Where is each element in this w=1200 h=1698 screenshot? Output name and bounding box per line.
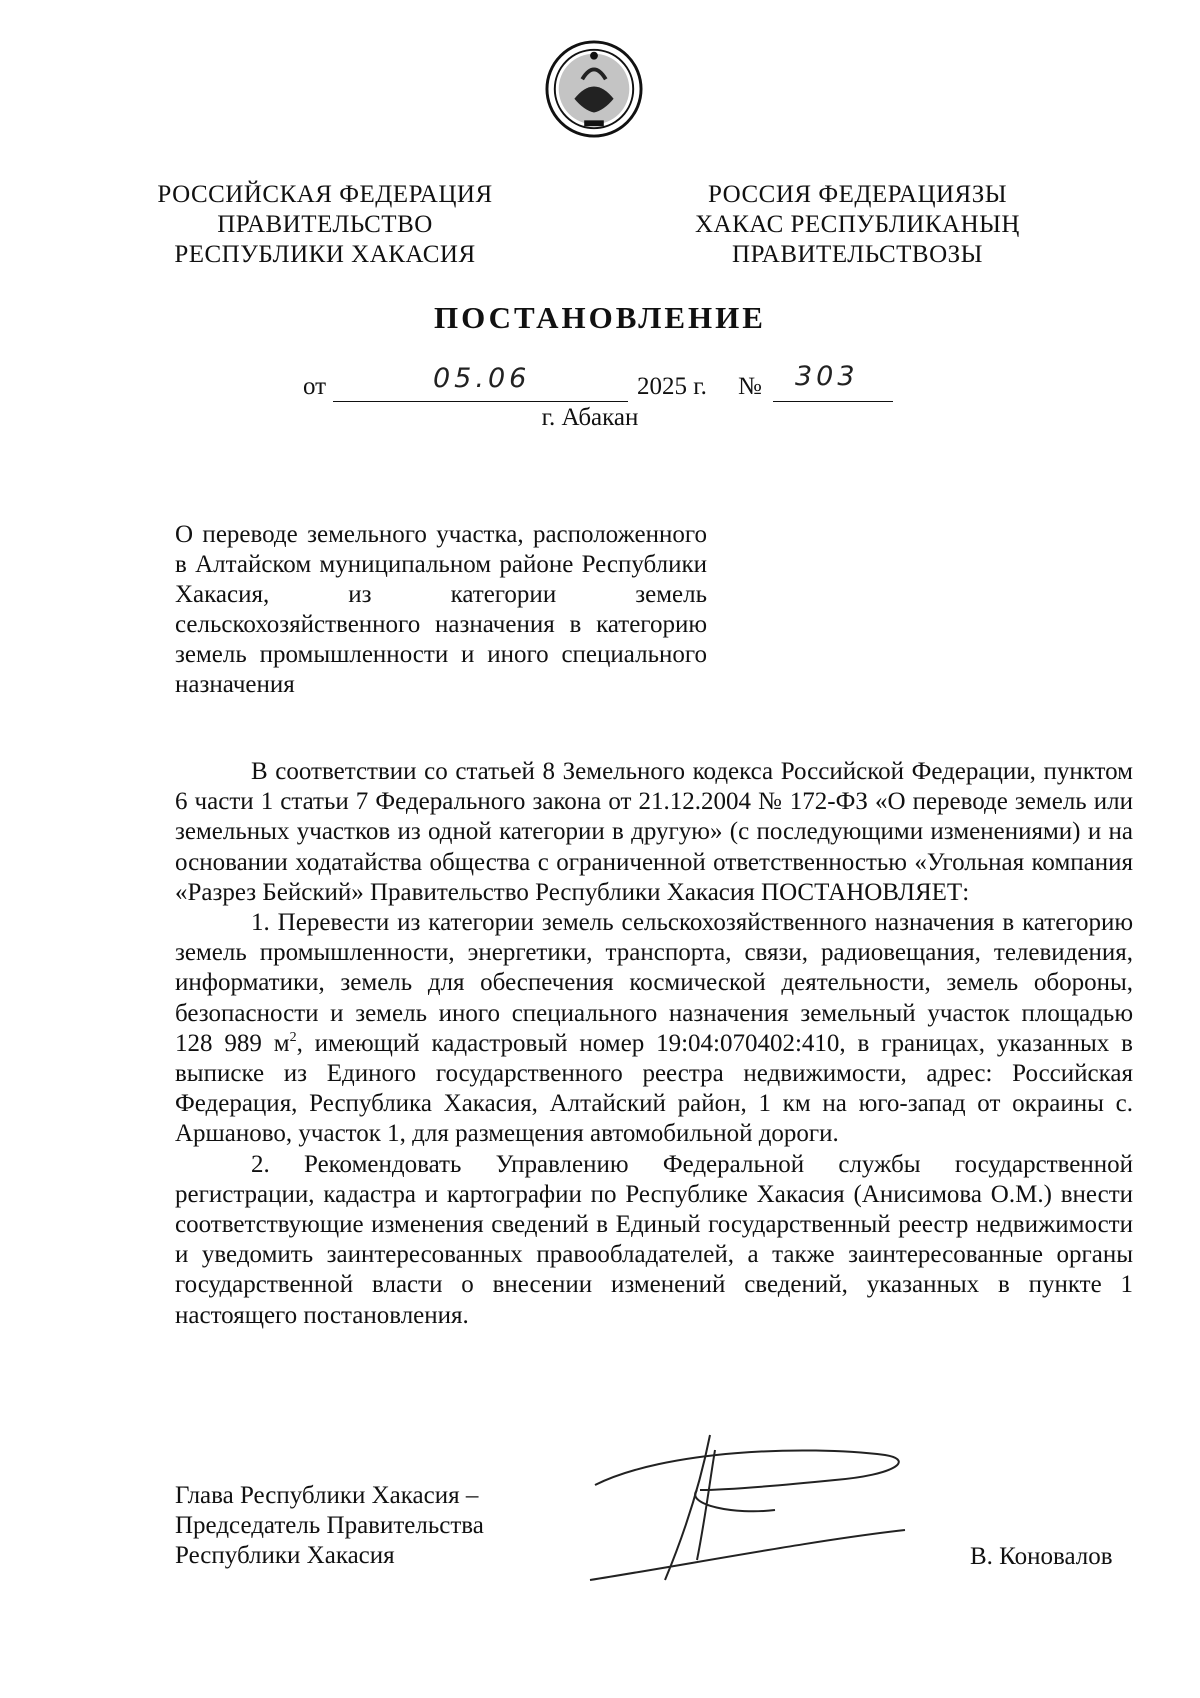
- date-slot: [333, 363, 628, 402]
- number-prefix: №: [738, 373, 762, 400]
- header-right-line: ПРАВИТЕЛЬСТВОЗЫ: [732, 241, 983, 268]
- date-handwritten: 05.06: [433, 363, 531, 394]
- date-prefix: от: [303, 373, 327, 400]
- item-2-paragraph: 2. Рекомендовать Управлению Федеральной службы государственной регистрации, кадастра и картографии по Республике Хакасия (Анисимова О.М.) внести соответствующие изменения сведений в Единый государственный реестр недвижимости и уведомить заинтересованных правообладателей, а также заинтересованные органы государственной власти о внесении изменений сведений, указанных в пункте 1 настоящего постановления.: [175, 1150, 1133, 1329]
- city-label: г. Абакан: [541, 404, 639, 431]
- item-1-paragraph: [175, 908, 1133, 1150]
- signer-title-line: Республики Хакасия: [175, 1542, 395, 1569]
- signer-title: [175, 1481, 484, 1571]
- number-slot: [773, 361, 893, 402]
- document-title: ПОСТАНОВЛЕНИЕ: [434, 300, 766, 335]
- header-left-line: РОССИЙСКАЯ ФЕДЕРАЦИЯ: [157, 181, 493, 208]
- document-subject: О переводе земельного участка, расположенного в Алтайском муниципальном районе Республики Хакасия, из категории земель сельскохозяйственного назначения в категорию земель промышленности и иного специального назначения: [175, 521, 707, 698]
- header-right-line: ХАКАС РЕСПУБЛИКАНЫҢ: [694, 211, 1020, 238]
- year-label: 2025 г.: [637, 373, 707, 400]
- header-left: [150, 180, 500, 270]
- signer-title-line: Председатель Правительства: [175, 1512, 484, 1539]
- header-left-line: РЕСПУБЛИКИ ХАКАСИЯ: [174, 241, 476, 268]
- preamble-paragraph: В соответствии со статьей 8 Земельного кодекса Российской Федерации, пунктом 6 части 1 статьи 7 Федерального закона от 21.12.2004 № 172-ФЗ «О переводе земель или земельных участков из одной категории в другую» (с последующими изменениями) и на основании ходатайства общества с ограниченной ответственностью «Угольная компания «Разрез Бейский» Правительство Республики Хакасия ПОСТАНОВЛЯЕТ:: [175, 758, 1133, 906]
- signer-title-line: Глава Республики Хакасия –: [175, 1482, 479, 1509]
- handwritten-signature: [585, 1430, 945, 1590]
- header-left-line: ПРАВИТЕЛЬСТВО: [217, 211, 433, 238]
- signer-name: В. Коновалов: [970, 1543, 1113, 1570]
- item-1-text-continued: , имеющий кадастровый номер 19:04:070402:410, в границах, указанных в выписке из Единого государственного реестра недвижимости, адрес: Российская Федерация, Республика Хакасия, Алтайский район, 1 км на юго-запад от окраины с. Аршаново, участок 1, для размещения автомобильной дороги.: [175, 1029, 1133, 1148]
- number-handwritten: 303: [795, 361, 859, 392]
- area-unit-superscript: 2: [289, 1029, 297, 1045]
- header-right-line: РОССИЯ ФЕДЕРАЦИЯЗЫ: [707, 181, 1008, 208]
- header-right: [680, 180, 1035, 270]
- document-body: [175, 757, 1133, 1331]
- item-1-text: 1. Перевести из категории земель сельскохозяйственного назначения в категорию земель промышленности, энергетики, транспорта, связи, радиовещания, телевидения, информатики, земель для обеспечения космической деятельности, земель обороны, безопасности и земель иного специального назначения земельный участок площадью 128 989 м: [175, 909, 1133, 1057]
- coat-of-arms-icon: [545, 40, 643, 138]
